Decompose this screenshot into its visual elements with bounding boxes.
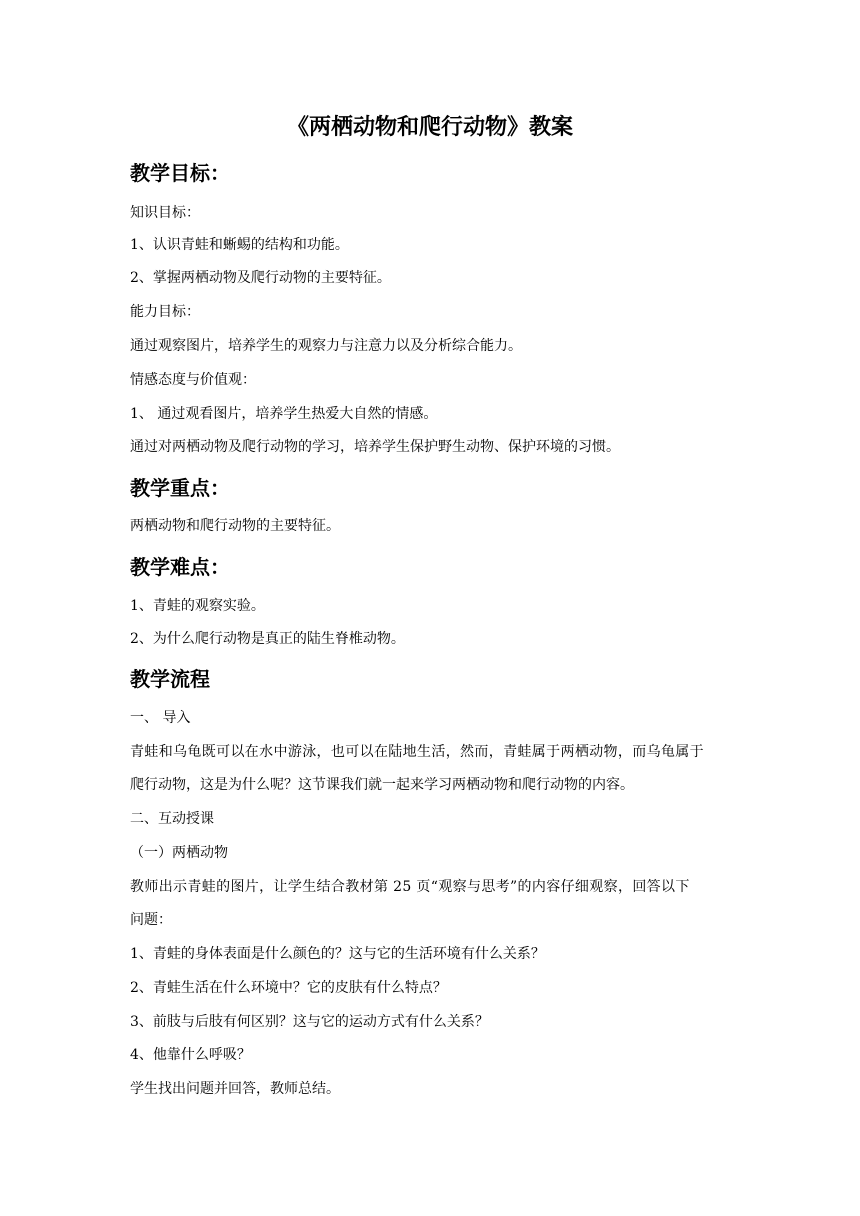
document-title: 《两栖动物和爬行动物》教案 (286, 115, 573, 140)
emotion-goal-label: 情感态度与价值观： (130, 372, 256, 388)
emotion-goal-item: 1、 通过观看图片，培养学生热爱大自然的情感。 (130, 406, 438, 422)
knowledge-goal-label: 知识目标： (130, 205, 200, 221)
question-item: 3、前肢与后肢有何区别？这与它的运动方式有什么关系？ (130, 1014, 489, 1030)
intro-label: 一、 导入 (130, 710, 191, 726)
intro-paragraph-line: 青蛙和乌龟既可以在水中游泳，也可以在陆地生活，然而，青蛙属于两栖动物，而乌龟属于 (130, 744, 704, 760)
key-points-text: 两栖动物和爬行动物的主要特征。 (130, 518, 340, 534)
amphibian-subheading: （一）两栖动物 (130, 845, 228, 861)
knowledge-goal-item: 1、认识青蛙和蜥蜴的结构和功能。 (130, 237, 349, 253)
difficulty-item: 1、青蛙的观察实验。 (130, 598, 265, 614)
question-item: 2、青蛙生活在什么环境中？它的皮肤有什么特点？ (130, 980, 447, 996)
knowledge-goal-item: 2、掌握两栖动物及爬行动物的主要特征。 (130, 270, 391, 286)
key-points-heading: 教学重点： (130, 476, 230, 500)
teacher-instruction-line: 教师出示青蛙的图片，让学生结合教材第 25 页“观察与思考”的内容仔细观察，回答以下 (130, 879, 690, 895)
summary-text: 学生找出问题并回答，教师总结。 (130, 1081, 340, 1097)
emotion-goal-item: 通过对两栖动物及爬行动物的学习，培养学生保护野生动物、保护环境的习惯。 (130, 439, 620, 455)
difficulties-heading: 教学难点： (130, 555, 230, 579)
teacher-instruction-line: 问题： (130, 912, 172, 928)
ability-goal-label: 能力目标： (130, 304, 200, 320)
interactive-label: 二、互动授课 (130, 811, 214, 827)
question-item: 1、青蛙的身体表面是什么颜色的？这与它的生活环境有什么关系？ (130, 946, 545, 962)
ability-goal-text: 通过观察图片，培养学生的观察力与注意力以及分析综合能力。 (130, 338, 522, 354)
difficulty-item: 2、为什么爬行动物是真正的陆生脊椎动物。 (130, 631, 405, 647)
question-item: 4、他靠什么呼吸？ (130, 1047, 251, 1063)
process-heading: 教学流程 (130, 667, 210, 691)
goals-heading: 教学目标： (130, 161, 230, 185)
intro-paragraph-line: 爬行动物，这是为什么呢？这节课我们就一起来学习两栖动物和爬行动物的内容。 (130, 777, 634, 793)
